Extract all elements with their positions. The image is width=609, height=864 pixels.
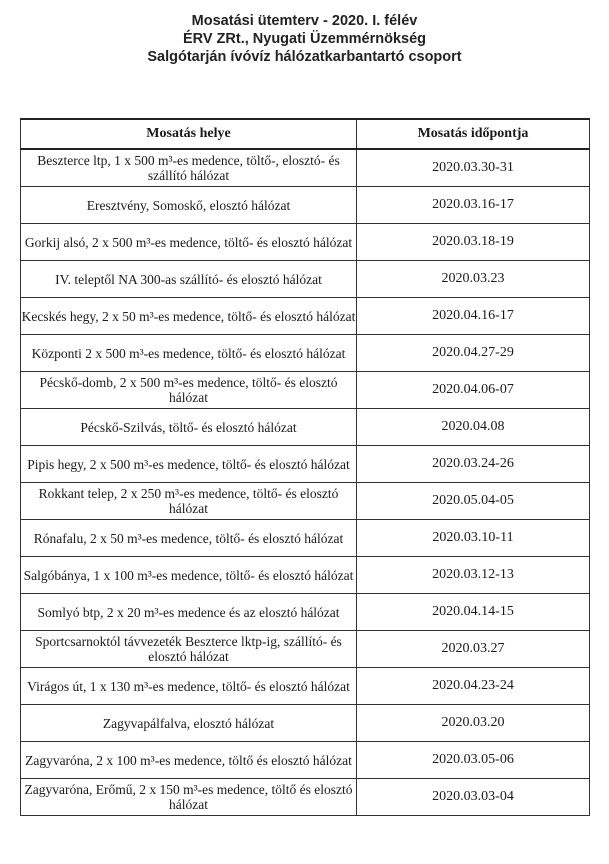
date-cell: 2020.04.08 xyxy=(357,409,590,446)
table-row xyxy=(21,705,590,742)
table-header-row xyxy=(21,119,590,149)
date-cell: 2020.03.23 xyxy=(357,261,590,298)
date-cell: 2020.03.20 xyxy=(357,705,590,742)
table-row xyxy=(21,742,590,779)
place-cell: Zagyvaróna, 2 x 100 m³-es medence, töltő és elosztó hálózat xyxy=(21,742,357,779)
table-row xyxy=(21,409,590,446)
date-cell: 2020.04.14-15 xyxy=(357,594,590,631)
date-cell: 2020.04.16-17 xyxy=(357,298,590,335)
table-row xyxy=(21,335,590,372)
date-cell: 2020.03.10-11 xyxy=(357,520,590,557)
place-cell: IV. teleptől NA 300-as szállító- és elosztó hálózat xyxy=(21,261,357,298)
table-row xyxy=(21,631,590,668)
place-cell: Somlyó btp, 2 x 20 m³-es medence és az elosztó hálózat xyxy=(21,594,357,631)
date-cell: 2020.04.23-24 xyxy=(357,668,590,705)
table-row xyxy=(21,483,590,520)
table-row xyxy=(21,261,590,298)
date-cell: 2020.03.18-19 xyxy=(357,224,590,261)
place-cell: Központi 2 x 500 m³-es medence, töltő- és elosztó hálózat xyxy=(21,335,357,372)
flushing-schedule-table xyxy=(20,118,590,816)
table-row xyxy=(21,298,590,335)
table-row xyxy=(21,149,590,187)
date-cell: 2020.03.16-17 xyxy=(357,187,590,224)
table-row xyxy=(21,594,590,631)
date-cell: 2020.03.24-26 xyxy=(357,446,590,483)
table-row xyxy=(21,557,590,594)
title-line-schedule: Mosatási ütemterv - 2020. I. félév xyxy=(191,13,418,29)
place-cell: Rokkant telep, 2 x 250 m³-es medence, töltő- és elosztó hálózat xyxy=(21,483,357,520)
table-row xyxy=(21,520,590,557)
table-row xyxy=(21,446,590,483)
place-cell: Sportcsarnoktól távvezeték Beszterce lktp-ig, szállító- és elosztó hálózat xyxy=(21,631,357,668)
place-cell: Kecskés hegy, 2 x 50 m³-es medence, töltő- és elosztó hálózat xyxy=(21,298,357,335)
date-cell: 2020.03.27 xyxy=(357,631,590,668)
table-row xyxy=(21,779,590,816)
place-cell: Pécskő-domb, 2 x 500 m³-es medence, töltő- és elosztó hálózat xyxy=(21,372,357,409)
place-cell: Pipis hegy, 2 x 500 m³-es medence, töltő- és elosztó hálózat xyxy=(21,446,357,483)
date-cell: 2020.04.06-07 xyxy=(357,372,590,409)
place-cell: Eresztvény, Somoskő, elosztó hálózat xyxy=(21,187,357,224)
table-row xyxy=(21,187,590,224)
place-cell: Virágos út, 1 x 130 m³-es medence, töltő- és elosztó hálózat xyxy=(21,668,357,705)
table-row xyxy=(21,224,590,261)
document-title xyxy=(0,12,609,66)
table-row xyxy=(21,372,590,409)
place-cell: Gorkij alsó, 2 x 500 m³-es medence, töltő- és elosztó hálózat xyxy=(21,224,357,261)
date-cell: 2020.04.27-29 xyxy=(357,335,590,372)
date-cell: 2020.03.03-04 xyxy=(357,779,590,816)
date-cell: 2020.05.04-05 xyxy=(357,483,590,520)
place-cell: Zagyvapálfalva, elosztó hálózat xyxy=(21,705,357,742)
title-line-company: ÉRV ZRt., Nyugati Üzemmérnökség xyxy=(182,31,427,47)
date-cell: 2020.03.05-06 xyxy=(357,742,590,779)
column-header-place: Mosatás helye xyxy=(21,119,357,149)
place-cell: Beszterce ltp, 1 x 500 m³-es medence, töltő-, elosztó- és szállító hálózat xyxy=(21,149,357,187)
date-cell: 2020.03.12-13 xyxy=(357,557,590,594)
date-cell: 2020.03.30-31 xyxy=(357,149,590,187)
title-line-group: Salgótarján ívóvíz hálózatkarbantartó csoport xyxy=(147,49,462,65)
place-cell: Pécskő-Szilvás, töltő- és elosztó hálózat xyxy=(21,409,357,446)
column-header-date: Mosatás időpontja xyxy=(357,119,590,149)
place-cell: Salgóbánya, 1 x 100 m³-es medence, töltő- és elosztó hálózat xyxy=(21,557,357,594)
place-cell: Rónafalu, 2 x 50 m³-es medence, töltő- és elosztó hálózat xyxy=(21,520,357,557)
table-row xyxy=(21,668,590,705)
place-cell: Zagyvaróna, Erőmű, 2 x 150 m³-es medence, töltő és elosztó hálózat xyxy=(21,779,357,816)
